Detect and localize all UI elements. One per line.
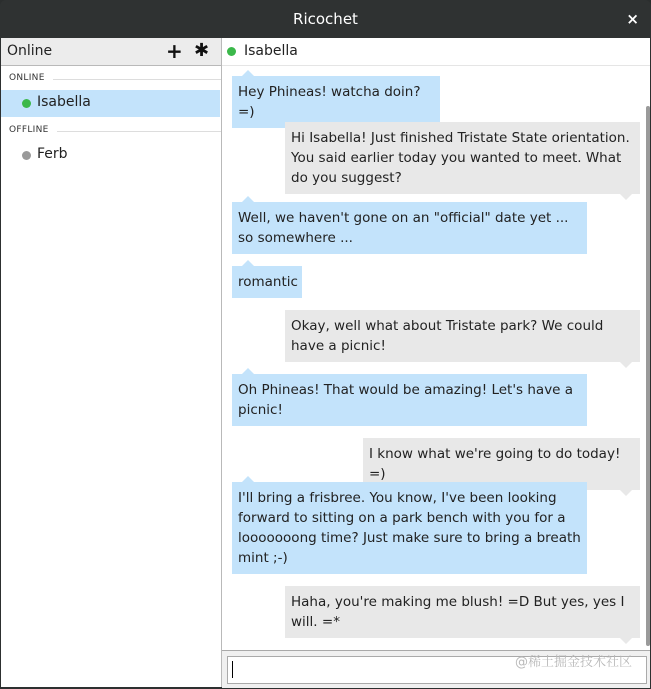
message-incoming: romantic [232, 266, 302, 298]
message-incoming: Well, we haven't gone on an "official" date yet ... so somewhere ... [232, 202, 587, 254]
contact-name: Ferb [37, 146, 68, 162]
contact-item-isabella[interactable] [1, 90, 220, 117]
contacts-sidebar [1, 38, 222, 687]
close-icon[interactable]: × [626, 10, 639, 28]
add-contact-icon[interactable]: + [166, 39, 183, 63]
text-caret [232, 661, 233, 678]
gear-icon[interactable]: ✱ [194, 40, 210, 61]
divider [57, 131, 221, 132]
chat-contact-name: Isabella [244, 43, 298, 59]
chat-header [222, 38, 650, 66]
section-online [1, 73, 221, 87]
message-outgoing: Okay, well what about Tristate park? We could have a picnic! [285, 310, 640, 362]
online-status-icon [227, 47, 236, 56]
main-content [1, 38, 650, 687]
message-incoming: I'll bring a frisbree. You know, I've been looking forward to sitting on a park bench with you for a looooooong time? Just make sure to bring a breath mint ;-) [232, 482, 587, 574]
message-incoming: Hey Phineas! watcha doin? =) [232, 76, 440, 128]
chat-panel [222, 38, 650, 687]
contact-name: Isabella [37, 94, 91, 110]
contact-item-ferb[interactable] [1, 142, 220, 169]
sidebar-header [1, 38, 221, 66]
message-outgoing: Hi Isabella! Just finished Tristate State orientation. You said earlier today you wanted to meet. What do you suggest? [285, 122, 640, 194]
section-offline [1, 125, 221, 139]
section-label: ONLINE [9, 73, 45, 83]
online-status-icon [22, 99, 31, 108]
offline-status-icon [22, 151, 31, 160]
message-incoming: Oh Phineas! That would be amazing! Let's have a picnic! [232, 374, 587, 426]
watermark: @稀土掘金技术社区 [514, 655, 632, 670]
section-label: OFFLINE [9, 125, 49, 135]
composer [222, 650, 650, 688]
message-outgoing: I know what we're going to do today! =) [363, 438, 640, 490]
message-list [222, 66, 650, 650]
scrollbar[interactable] [646, 106, 650, 646]
message-outgoing: Haha, you're making me blush! =D But yes, yes I will. =* [285, 586, 640, 638]
title-bar [0, 0, 651, 38]
status-selector[interactable]: Online [7, 43, 53, 59]
divider [53, 79, 221, 80]
window-title: Ricochet [293, 10, 358, 28]
